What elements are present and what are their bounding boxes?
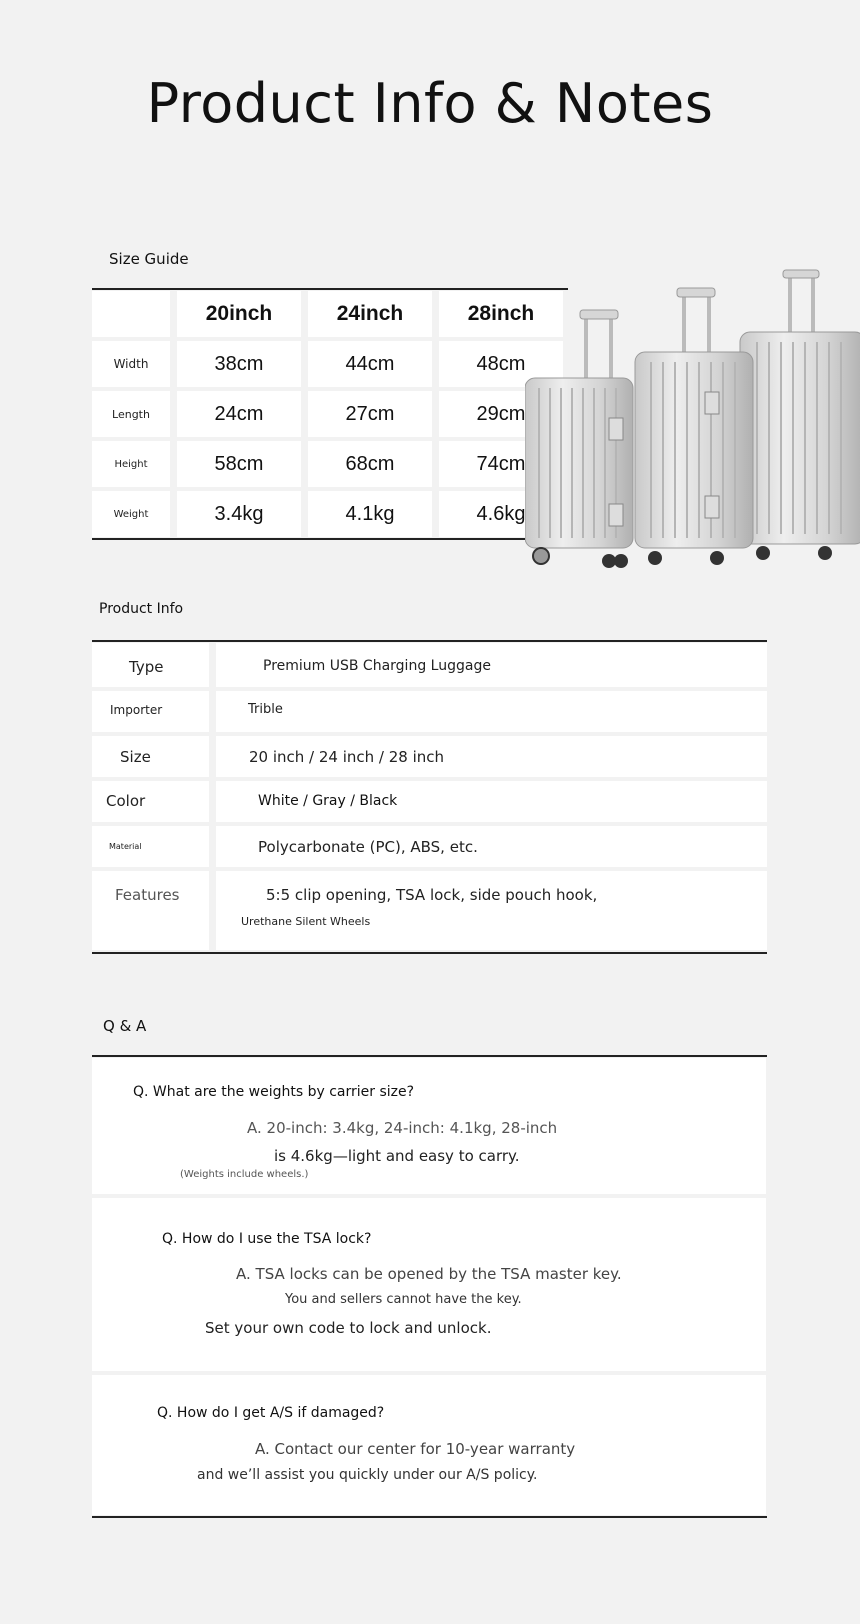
info-key: Features [115, 886, 180, 904]
info-value-cell [216, 826, 767, 867]
suitcase-28inch [740, 270, 860, 560]
info-value-line2: Urethane Silent Wheels [241, 915, 371, 928]
size-guide-bottom-rule [92, 538, 568, 540]
info-key-cell [92, 736, 209, 777]
size-column-header: 20inch [177, 291, 301, 337]
size-row-length [92, 391, 566, 437]
info-value: 5:5 clip opening, TSA lock, side pouch hook, [266, 886, 598, 904]
info-key-cell [92, 643, 209, 687]
product-info-table [92, 643, 767, 954]
qa-note: (Weights include wheels.) [180, 1169, 309, 1180]
qa-answer-line2: and we’ll assist you quickly under our A/S policy. [197, 1467, 538, 1483]
info-value: Premium USB Charging Luggage [263, 658, 491, 674]
info-row-features [92, 871, 767, 950]
size-row-label: Height [92, 441, 170, 487]
suitcase-24inch [635, 288, 753, 565]
info-value: 20 inch / 24 inch / 28 inch [249, 748, 445, 766]
qa-answer: A. 20-inch: 3.4kg, 24-inch: 4.1kg, 28-inch [247, 1119, 558, 1137]
size-cell: 4.6kg [439, 491, 563, 537]
size-guide-table [92, 291, 566, 541]
product-info-top-rule [92, 640, 767, 642]
info-value-cell [216, 691, 767, 732]
size-row-height [92, 441, 566, 487]
qa-answer-line3: Set your own code to lock and unlock. [205, 1319, 492, 1337]
size-cell: 4.1kg [308, 491, 432, 537]
size-header-empty-cell [92, 291, 170, 337]
info-key: Type [129, 658, 164, 676]
size-row-label: Weight [92, 491, 170, 537]
size-header-row [92, 291, 566, 337]
qa-bottom-rule [92, 1516, 767, 1518]
luggage-set-image [525, 268, 860, 588]
info-value: Polycarbonate (PC), ABS, etc. [258, 838, 478, 856]
qa-answer: A. TSA locks can be opened by the TSA master key. [236, 1265, 622, 1283]
size-cell: 29cm [439, 391, 563, 437]
qa-answer: A. Contact our center for 10-year warranty [255, 1440, 576, 1458]
info-value-cell [216, 643, 767, 687]
qa-question: Q. How do I get A/S if damaged? [157, 1405, 385, 1421]
size-cell: 27cm [308, 391, 432, 437]
qa-question: Q. How do I use the TSA lock? [162, 1231, 372, 1247]
info-value: Trible [248, 702, 283, 717]
page-title: Product Info & Notes [146, 72, 714, 135]
info-row-size [92, 736, 767, 777]
size-row-label: Length [92, 391, 170, 437]
info-value-cell [216, 781, 767, 822]
size-row-weight [92, 491, 566, 537]
size-cell: 58cm [177, 441, 301, 487]
info-row-color [92, 781, 767, 822]
info-key: Material [109, 842, 142, 851]
product-info-bottom-rule [92, 952, 767, 954]
info-row-type [92, 643, 767, 687]
qa-item-3 [92, 1375, 766, 1515]
info-value-cell [216, 736, 767, 777]
size-row-width [92, 341, 566, 387]
size-column-header: 28inch [439, 291, 563, 337]
info-value-cell [216, 871, 767, 950]
info-value: White / Gray / Black [258, 793, 398, 809]
info-key: Color [106, 792, 146, 810]
size-guide-label: Size Guide [109, 250, 189, 268]
qa-answer-line2: is 4.6kg—light and easy to carry. [274, 1147, 520, 1165]
qa-label: Q & A [103, 1017, 147, 1035]
size-guide-top-rule [92, 288, 568, 290]
qa-item-1 [92, 1058, 766, 1194]
size-cell: 74cm [439, 441, 563, 487]
info-key: Importer [110, 703, 163, 717]
qa-top-rule [92, 1055, 767, 1057]
info-key-cell [92, 781, 209, 822]
size-cell: 24cm [177, 391, 301, 437]
suitcase-20inch [525, 310, 633, 568]
product-info-label: Product Info [99, 601, 184, 617]
size-cell: 44cm [308, 341, 432, 387]
size-cell: 3.4kg [177, 491, 301, 537]
size-row-label: Width [92, 341, 170, 387]
qa-answer-line2: You and sellers cannot have the key. [285, 1292, 522, 1307]
info-key-cell [92, 691, 209, 732]
size-column-header: 24inch [308, 291, 432, 337]
info-key-cell [92, 826, 209, 867]
qa-question: Q. What are the weights by carrier size? [133, 1084, 415, 1100]
size-cell: 48cm [439, 341, 563, 387]
qa-item-2 [92, 1198, 766, 1371]
info-key: Size [120, 748, 151, 766]
size-cell: 68cm [308, 441, 432, 487]
info-key-cell [92, 871, 209, 950]
info-row-material [92, 826, 767, 867]
size-cell: 38cm [177, 341, 301, 387]
info-row-importer [92, 691, 767, 732]
